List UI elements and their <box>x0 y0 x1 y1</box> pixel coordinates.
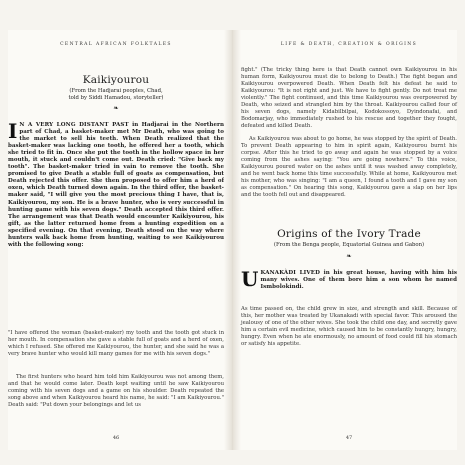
page-number: 46 <box>112 435 120 441</box>
continued-text-2 <box>241 136 457 199</box>
left-page <box>8 30 224 450</box>
right-page <box>241 30 457 450</box>
story-header <box>8 74 224 112</box>
story-header <box>241 228 457 260</box>
story-body <box>241 267 457 291</box>
story-title: Kaikiyourou <box>82 74 150 86</box>
fleuron-icon: ❧ <box>346 251 352 260</box>
paragraph-text: in his great house, having with him his many wives. One of them bore him a son whom he named Ismbolokindi. <box>260 270 457 291</box>
paragraph: fight." (The tricky thing here is that Death cannot own Kaikiyourou in his human form, Kaikiyourou must die to belong to Death.) The fight began and Kaikiyourou overpowered Death. When Death felt his defeat he said to Kaikiyourou: "It is not right and just. We have to fight gently. Do not treat me violently." The fight continued, and this time Kaikiyourou was overpowered by Death, who seized and strangled him by the throat. Kaikiyourou called four of his seven dogs, namely Kidabilbilpai, Kodokossoyo, Dyindonafai, and Bodomarjay, who immediately rushed to his rescue and together they fought, defeated and killed Death. <box>241 67 457 130</box>
opening-paragraph <box>241 267 457 291</box>
paragraph: As Kaikiyourou was about to go home, he was stopped by the spirit of Death. To prevent Death appearing to him in spirit again, Kaikiyourou burnt his corpse. After this he tried to go away and again he was stopped by a voice coming from the ashes saying: "You are going nowhere." To this voice, Kaikiyourou poured water on the ashes until it was washed away completely, and he went back home this time successfully. While at home, Kaikiyourou met his mother, who was singing: "I am a queen, I found a tooth and I gave my son as compensation." On hearing this song, Kaikiyourou gave a slap on her lips and the tooth fell out and disappeared. <box>241 136 457 199</box>
story-body <box>8 119 224 249</box>
story-subtitle-line1: (From the Hadjarai peoples, Chad, <box>69 88 163 94</box>
fleuron-icon: ❧ <box>113 104 119 113</box>
page-number: 47 <box>345 435 353 441</box>
opening-paragraph <box>8 119 224 249</box>
drop-cap: I <box>8 119 18 143</box>
paragraph-text: in Hadjarai in the Northern part of Chad, a basket-maker met Mr Death, who was going to the market to sell his teeth. When Death realized that the basket-maker was lacking one tooth, he offered her a tooth, which she tried to fit in. Once she put the tooth in the hollow space in her mouth, it stuck and couldn't come out. Death cried: "Give back my tooth". The basket-maker tried in vain to remove the tooth. She promised to give Death a stable full of goats as compensation, but Death rejected this offer. She then proposed to offer him a herd of oxen, which Death turned down again. In the third offer, the basket-maker said, "I will give you the most precious thing I have, that is, Kaikiyourou, my son. He is a brave hunter, who is very successful in hunting game with his seven dogs." Death accepted this third offer. The arrangement was that Death would encounter Kaikiyourou, his gift, as the latter returned home from a hunting expedition on a specified evening. On that evening, Death stood on the way where hunters walk back home from hunting, waiting to see Kaikiyourou with the following song: <box>8 122 224 248</box>
song-paragraph-block <box>8 330 224 358</box>
continued-text-1 <box>241 67 457 130</box>
lead-in: KANAKÀDI LIVED <box>260 270 321 276</box>
story-title: Origins of the Ivory Trade <box>277 228 421 240</box>
paragraph: As time passed on, the child grew in size, and strength and skill. Because of this, her mother was treated by Ukanakadi with special favor. This aroused the jealousy of one of the other wives. She took the child one day, and secretly gave him a certain evil medicine, which caused him to be constantly hungry, hungry, hungry. Even when he ate enormously, no amount of food could fill his stomach or satisfy his appetite. <box>241 306 457 348</box>
story-body-2 <box>241 306 457 348</box>
continuation-paragraph: The first hunters who heard him told him Kaikiyourou was not among them, and that he would come later. Death kept waiting until he saw Kaikiyourou coming with his seven dogs and a game on his shoulder. Death repeated the song above and when Kaikiyourou heard his name, he said: "I am Kaikiyourou." Death said: "Put down your belongings and let us <box>8 374 224 409</box>
continuation-block <box>8 374 224 409</box>
story-subtitle: (From the Benga people, Equatorial Guinea and Gabon) <box>273 242 425 248</box>
lead-in: N A VERY LONG DISTANT PAST <box>19 122 129 128</box>
story-subtitle-line2: told by Siddi Hamadou, storyteller) <box>68 94 164 101</box>
running-head: CENTRAL AFRICAN FOLKTALES <box>60 42 172 47</box>
running-head: LIFE & DEATH, CREATION & ORIGINS <box>280 42 418 47</box>
drop-cap: U <box>241 267 259 291</box>
book-gutter <box>224 30 241 450</box>
song-paragraph: "I have offered the woman (basket-maker) my tooth and the tooth got stuck in her mouth. In compensation she gave a stable full of goats and a herd of oxen, which I refused. She offered me Kaikiyourou, the hunter, and she said he was a very brave hunter who would kill many games for me with his seven dogs." <box>8 330 224 358</box>
